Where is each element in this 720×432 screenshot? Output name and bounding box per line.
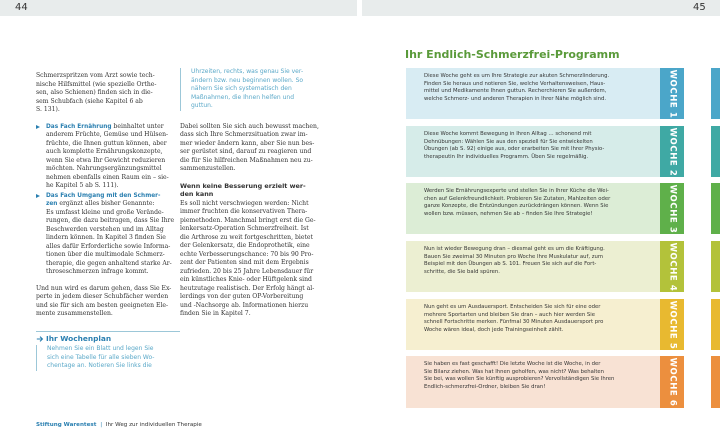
week-tab (660, 241, 684, 292)
thumb-index-edge (711, 356, 720, 408)
week-block-3 (406, 183, 684, 234)
left-page-header-bar (0, 0, 357, 16)
triangle-bullet-icon (36, 194, 40, 198)
bewusstsein-paragraph: Dabei sollten Sie sich auch bewusst machen, dass sich Ihre Schmerzsituation zwar im- mer wieder ändern kann, aber Sie nun bes- ser gerüstet sind, darauf zu reagieren und die für Sie hilfreichen Maßnahmen neu zu- sammenzustellen. (180, 122, 319, 172)
week-description: Nun geht es um Ausdauersport. Entscheiden Sie sich für eine oder mehrere Sportarten und bleiben Sie dran – auch hier werden Sie schnell Fortschritte merken. Fünfmal 30 Minuten Ausdauersport pro Woche wären ideal, doch jede Trainingseinheit zählt. (424, 304, 604, 333)
footer-subtitle: Ihr Weg zur individuellen Therapie (105, 422, 202, 428)
week-block-5 (406, 299, 684, 350)
wochenplan-callout (36, 331, 180, 371)
week-label: WOCHE 3 (667, 184, 677, 233)
week-block-1 (406, 68, 684, 119)
bullet-ernaehrung: Das Fach Ernährung beinhaltet unter anderem Früchte, Gemüse und Hülsen- früchte, die Ihnen guttun können, aber auch komplette Ernährungskonzepte, wenn Sie etwa Ihr Gewicht reduzieren möchten. Nahrungsergänzungsmittel nehmen ebenfalls einen Raum ein – sie- he Kapitel 5 ab S. 111). (36, 123, 180, 191)
footer-separator: | (100, 422, 103, 428)
week-block-4 (406, 241, 684, 292)
week-label: WOCHE 6 (667, 357, 677, 407)
wochenplan-text: Nehmen Sie ein Blatt und legen Sie sich eine Tabelle für alle sieben Wo- chentage an. Notieren Sie links die (36, 345, 180, 371)
right-page-header-bar (362, 0, 720, 16)
page-gutter (357, 0, 362, 432)
page-number-left: 44 (15, 2, 28, 13)
week-block-2 (406, 126, 684, 177)
thumb-index-edge (711, 68, 720, 119)
week-label: WOCHE 2 (667, 127, 677, 176)
week-description: Diese Woche kommt Bewegung in Ihren Alltag … schonend mit Dehnübungen: Wählen Sie aus den speziell für Sie entwickelten Übungen (ab S. 92) einige aus, oder erarbeiten Sie mit Ihrer Physio- therapeutin Ihr individuelles Programm. Üben Sie regelmäßig. (424, 131, 605, 160)
week-description: Nun ist wieder Bewegung dran – diesmal geht es um die Kräftigung. Bauen Sie zweimal 30 Minuten pro Woche Ihre Muskulatur auf, zum Beispiel mit den Übungen ab S. 101. Freuen Sie sich auf die Fort- schritte, die Sie bald spüren. (424, 246, 605, 275)
intro-paragraph: Schmerzspritzen vom Arzt sowie tech- nische Hilfsmittel (wie spezielle Orthe- sen, also Schienen) finden sich in die- sem Schubfach (siehe Kapitel 6 ab S. 131). (36, 72, 157, 113)
week-block-6 (406, 356, 684, 408)
week-label: WOCHE 5 (667, 300, 677, 349)
thumb-index-edge (711, 183, 720, 234)
page-footer (36, 422, 202, 428)
week-tab (660, 183, 684, 234)
section-subheading: Wenn keine Besserung erzielt wer- den kann (180, 181, 306, 198)
thumb-index-edge (711, 126, 720, 177)
week-tab (660, 126, 684, 177)
week-description: Diese Woche geht es um Ihre Strategie zur akuten Schmerzlinderung. Finden Sie heraus und notieren Sie, welche Verhaltensweisen, Haus- mittel und Medikamente Ihnen guttun. Recherchieren Sie außerdem, welche Schmerz- und anderen Therapien in Ihrer Nähe möglich sind. (424, 73, 610, 102)
bullet-umgang-mit-schmerzen: Das Fach Umgang mit den Schmer- zen ergänzt alles bisher Genannte: Es umfasst kleine und große Verände- rungen, die dazu beitragen, dass Sie Ihre Beschwerden verstehen und im Alltag lindern können. In Kapitel 3 finden Sie alles dafür Erforderliche sowie Informa- tionen über die multimodale Schmerz- therapie, die gegen anhaltend starke Ar- throseschmerzen infrage kommt. (36, 192, 180, 277)
thumb-index-edge (711, 299, 720, 350)
page-number-right: 45 (693, 2, 706, 13)
triangle-bullet-icon (36, 125, 40, 129)
closing-paragraph: Und nun wird es darum gehen, dass Sie Ex- perte in jedem dieser Schubfächer werden und sie für sich am besten geeigneten Ele- mente zusammenstellen. (36, 284, 172, 317)
week-description: Sie haben es fast geschafft! Die letzte Woche ist die Woche, in der Sie Bilanz ziehen. Was hat Ihnen geholfen, was nicht? Was behalten Sie bei, was wollen Sie künftig ausprobieren? Vervollständigen Sie Ihren Endlich-schmerzfrei-Ordner, bleiben Sie dran! (424, 361, 615, 390)
week-tab (660, 68, 684, 119)
week-tab (660, 356, 684, 408)
wochenplan-heading: Ihr Wochenplan (36, 331, 180, 344)
program-title: Ihr Endlich-Schmerzfrei-Programm (405, 48, 620, 61)
left-column-b (180, 68, 328, 327)
week-label: WOCHE 4 (667, 242, 677, 291)
footer-brand: Stiftung Warentest (36, 422, 97, 428)
week-description: Werden Sie Ernährungsexperte und stellen Sie in Ihrer Küche die Wei- chen auf Gelenkfreundlichkeit. Probieren Sie Zutaten, Mahlzeiten oder ganze Konzepte, die Entzündungen zurückdrängen können. Wenn Sie wollen bzw. müssen, nehmen Sie ab – finden Sie Ihre Strategie! (424, 188, 611, 217)
gelenkersatz-paragraph: Es soll nicht verschwiegen werden: Nicht immer fruchten die konservativen Thera- piemethoden. Manchmal bringt erst die Ge- lenkersatz-Operation Schmerzfreiheit. Ist die Arthrose zu weit fortgeschritten, bietet der Gelenkersatz, die Endoprothetik, eine echte Verbesserungschance: 70 bis 90 Pro- zent der Patienten sind mit dem Ergebnis zufrieden. 20 bis 25 Jahre Lebensdauer für ein künstliches Knie- oder Hüftgelenk sind heutzutage realistisch. Der Erfolg hängt al- lerdings von der guten OP-Vorbereitung und -Nachsorge ab. Informationen hierzu finden Sie in Kapitel 7. (180, 199, 316, 317)
thumb-index-edge (711, 241, 720, 292)
left-column-a (36, 72, 180, 371)
arrow-right-icon (36, 335, 44, 343)
week-tab (660, 299, 684, 350)
wochenplan-continued: Uhrzeiten, rechts, was genau Sie ver- ändern bzw. neu beginnen wollen. So nähern Sie sich systematisch den Maßnahmen, die Ihnen helfen und guttun. (180, 68, 328, 111)
week-label: WOCHE 1 (667, 69, 677, 118)
